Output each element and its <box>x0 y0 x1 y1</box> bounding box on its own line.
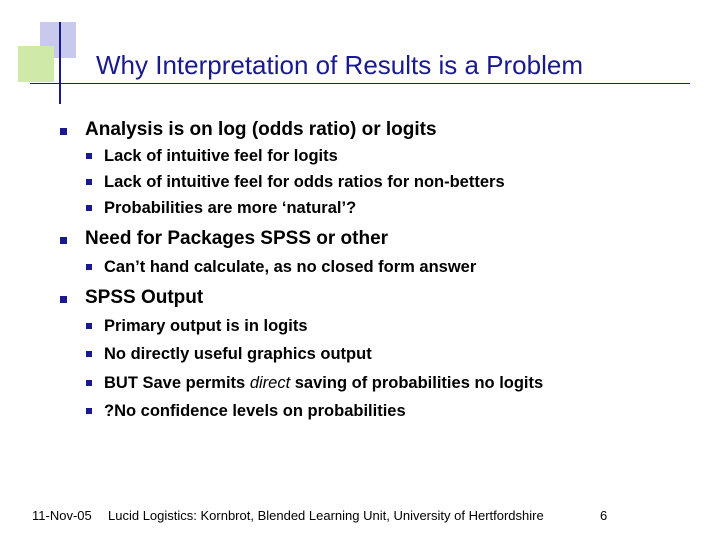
bullet-text: Need for Packages SPSS or other <box>85 228 389 249</box>
bullet-text: SPSS Output <box>85 287 204 308</box>
sub-bullet-text <box>104 374 543 393</box>
sub-bullet-marker <box>86 323 92 329</box>
sub-bullet-text: Can’t hand calculate, as no closed form answer <box>104 258 477 276</box>
sub-bullet-marker <box>86 205 92 211</box>
sub-bullet-text: Probabilities are more ‘natural’? <box>104 199 357 217</box>
sub-bullet-text: Lack of intuitive feel for logits <box>104 147 338 165</box>
sub-bullet-marker <box>86 408 92 414</box>
sub-bullet-text-prefix: BUT Save permits <box>104 374 250 392</box>
sub-bullet-marker <box>86 153 92 159</box>
sub-bullet-marker <box>86 380 92 386</box>
bullet-text: Analysis is on log (odds ratio) or logits <box>85 119 437 140</box>
sub-bullet-text: Primary output is in logits <box>104 317 308 335</box>
bullet-marker <box>60 128 67 135</box>
sub-bullet-text-emphasis: direct <box>249 374 291 392</box>
sub-bullet-text: ?No confidence levels on probabilities <box>104 402 406 420</box>
sub-bullet-marker <box>86 351 92 357</box>
sub-bullet-text: Lack of intuitive feel for odds ratios for non-betters <box>104 173 505 191</box>
footer-page-number: 6 <box>600 508 608 523</box>
sub-bullet-text-suffix: saving of probabilities no logits <box>290 374 544 392</box>
sub-bullet-marker <box>86 264 92 270</box>
bullet-marker <box>60 296 67 303</box>
bullet-marker <box>60 237 67 244</box>
footer-credit: Lucid Logistics: Kornbrot, Blended Learning Unit, University of Hertfordshire <box>108 508 544 523</box>
footer-date: 11-Nov-05 <box>32 508 92 523</box>
slide-title: Why Interpretation of Results is a Problem <box>96 50 583 80</box>
sub-bullet-text: No directly useful graphics output <box>104 345 372 363</box>
sub-bullet-marker <box>86 179 92 185</box>
